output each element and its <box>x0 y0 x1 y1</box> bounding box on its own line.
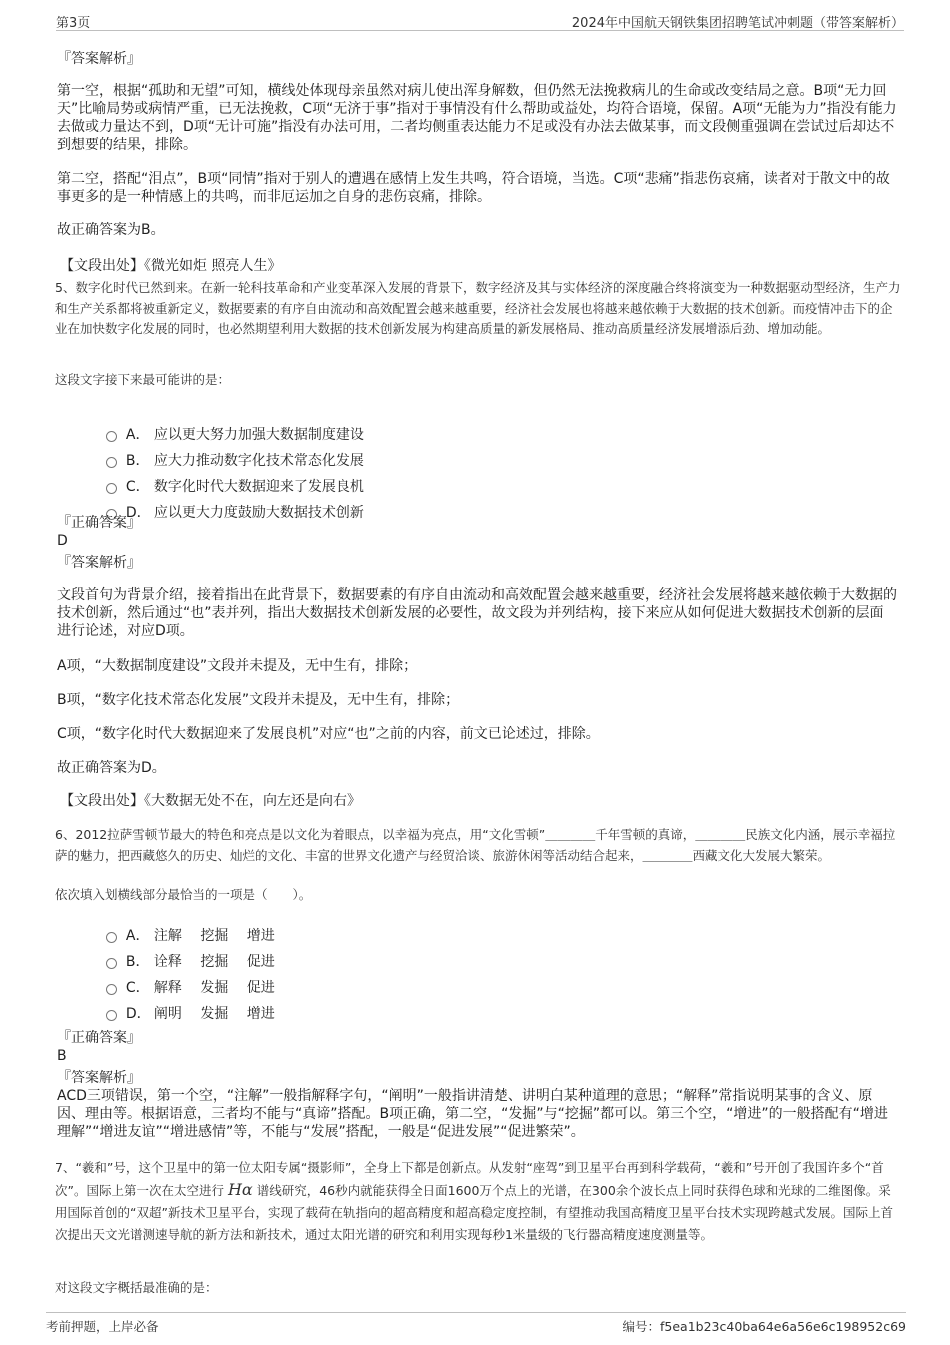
page-number: 第3页 <box>56 16 91 31</box>
q6-correct-answer: B <box>57 1048 67 1064</box>
q6-analysis: ACD三项错误，第一个空，“注解”一般指解释字句，“阐明”一般指讲清楚、讲明白某种道理的意思；“解释”常指说明某事的含义、原因、理由等。根据语意，三者均不能与“真谛”搭配。B项正确，第二空，“发掘”与“挖掘”都可以。第三个空，“增进”的一般搭配有“增进理解”“增进友谊”“增进感情”等，不能与“发展”搭配，一般是“促进发展”“促进繁荣”。 <box>57 1088 888 1140</box>
q6-stem: 6、2012拉萨雪顿节最大的特色和亮点是以文化为着眼点，以幸福为亮点，用“文化雪顿”＿＿＿＿千年雪顿的真谛，＿＿＿＿民族文化内涵，展示幸福拉萨的魅力，把西藏悠久的历史、灿烂的文化、丰富的世界文化遗产与经贸洽谈、旅游休闲等活动结合起来，＿＿＿＿西藏文化大发展大繁荣。 <box>55 827 896 863</box>
q6-correct-tag: 『正确答案』 <box>57 1030 141 1046</box>
q4-source: 【文段出处】《微光如炬 照亮人生》 <box>60 258 282 274</box>
q4-analysis-para-1: 第一空，根据“孤助和无望”可知，横线处体现母亲虽然对病儿使出浑身解数，但仍然无法挽救病儿的生命或改变结局之意。B项“无力回天”比喻局势或病情严重，已无法挽救，C项“无济于事”指对于事情没有什么帮助或益处，均符合语境，保留。A项“无能为力”指没有能力去做或力量达不到，D项“无计可施”指没有办法可用，二者均侧重表达能力不足或没有办法去做某事，而文段侧重强调在尝试过后却达不到想要的结果，排除。 <box>57 83 897 153</box>
footer-slogan: 考前押题，上岸必备 <box>46 1319 159 1334</box>
document-id: 编号：f5ea1b23c40ba64e6a56e6c198952c69 <box>622 1319 906 1334</box>
q6-question: 依次填入划横线部分最恰当的一项是（ ）。 <box>55 887 312 902</box>
q4-analysis-para-2: 第二空，搭配“泪点”，B项“同情”指对于别人的遭遇在感情上发生共鸣，符合语境，当选。C项“悲痛”指悲伤哀痛，读者对于散文中的故事更多的是一种情感上的共鸣，而非厄运加之自身的悲伤哀痛，排除。 <box>57 171 890 205</box>
q5-option-d[interactable]: D． 应以更大力度鼓励大数据技术创新 <box>97 486 364 522</box>
q5-note-b: B项，“数字化技术常态化发展”文段并未提及，无中生有，排除； <box>57 692 460 708</box>
q5-correct-tag: 『正确答案』 <box>57 515 141 531</box>
q5-conclusion: 故正确答案为D。 <box>57 760 166 776</box>
q6-option-a[interactable]: A． 注解 挖掘 增进 <box>97 909 275 945</box>
q4-conclusion: 故正确答案为B。 <box>57 222 165 238</box>
q6-option-c[interactable]: C． 解释 发掘 促进 <box>97 961 275 997</box>
q5-correct-answer: D <box>57 533 68 549</box>
document-title: 2024年中国航天钢铁集团招聘笔试冲刺题（带答案解析） <box>571 16 904 31</box>
q5-analysis-tag: 『答案解析』 <box>57 555 141 571</box>
h-alpha-symbol: Hα <box>227 1180 253 1199</box>
page-header <box>56 10 904 31</box>
q5-option-c[interactable]: C． 数字化时代大数据迎来了发展良机 <box>97 460 364 496</box>
q5-source: 【文段出处】《大数据无处不在，向左还是向右》 <box>60 793 361 809</box>
q5-option-a[interactable]: A． 应以更大努力加强大数据制度建设 <box>97 408 364 444</box>
page-footer <box>46 1312 906 1335</box>
q7-stem: 7、“羲和”号，这个卫星中的第一位太阳专属“摄影师”，全身上下都是创新点。从发射“座驾”到卫星平台再到科学载荷，“羲和”号开创了我国许多个“首次”。国际上第一次在太空进行 Hα 谱线研究，46秒内就能获得全日面1600万个点上的光谱，在300余个波长点上同时获得色球和光球的二维图像。采用国际首创的“双超”新技术卫星平台，实现了载荷在轨指向的超高精度和超高稳定度控制，有望推动我国高精度卫星平台技术实现跨越式发展。国际上首次提出天文光谱测速导航的新方法和新技术，通过太阳光谱的研究和利用实现每秒1米量级的飞行器高精度速度测量等。 <box>55 1160 893 1242</box>
q5-analysis: 文段首句为背景介绍，接着指出在此背景下，数据要素的有序自由流动和高效配置会越来越重要，经济社会发展将越来越依赖于大数据的技术创新，然后通过“也”表并列，指出大数据技术创新发展的必要性，故文段为并列结构，接下来应从如何促进大数据技术创新的层面进行论述，对应D项。 <box>57 587 897 639</box>
q5-stem: 5、数字化时代已然到来。在新一轮科技革命和产业变革深入发展的背景下，数字经济及其与实体经济的深度融合终将演变为一种数据驱动型经济，生产力和生产关系都将被重新定义，数据要素的有序自由流动和高效配置会越来越重要，经济社会发展也将越来越依赖于大数据的技术创新。而疫情冲击下的企业在加快数字化发展的同时，也必然期望利用大数据的技术创新发展为构建高质量的新发展格局、推动高质量经济发展增添后劲、增加动能。 <box>55 280 901 336</box>
q4-analysis-tag: 『答案解析』 <box>57 51 141 67</box>
q5-question: 这段文字接下来最可能讲的是： <box>55 372 231 387</box>
radio-icon[interactable] <box>106 1010 117 1021</box>
q6-option-b[interactable]: B． 诠释 挖掘 促进 <box>97 935 275 971</box>
q6-option-d[interactable]: D． 阐明 发掘 增进 <box>97 987 275 1023</box>
q5-option-b[interactable]: B． 应大力推动数字化技术常态化发展 <box>97 434 364 470</box>
q5-note-a: A项，“大数据制度建设”文段并未提及，无中生有，排除； <box>57 658 418 674</box>
q6-analysis-tag: 『答案解析』 <box>57 1070 141 1086</box>
q7-question: 对这段文字概括最准确的是： <box>55 1280 218 1295</box>
q5-note-c: C项，“数字化时代大数据迎来了发展良机”对应“也”之前的内容，前文已论述过，排除。 <box>57 726 600 742</box>
